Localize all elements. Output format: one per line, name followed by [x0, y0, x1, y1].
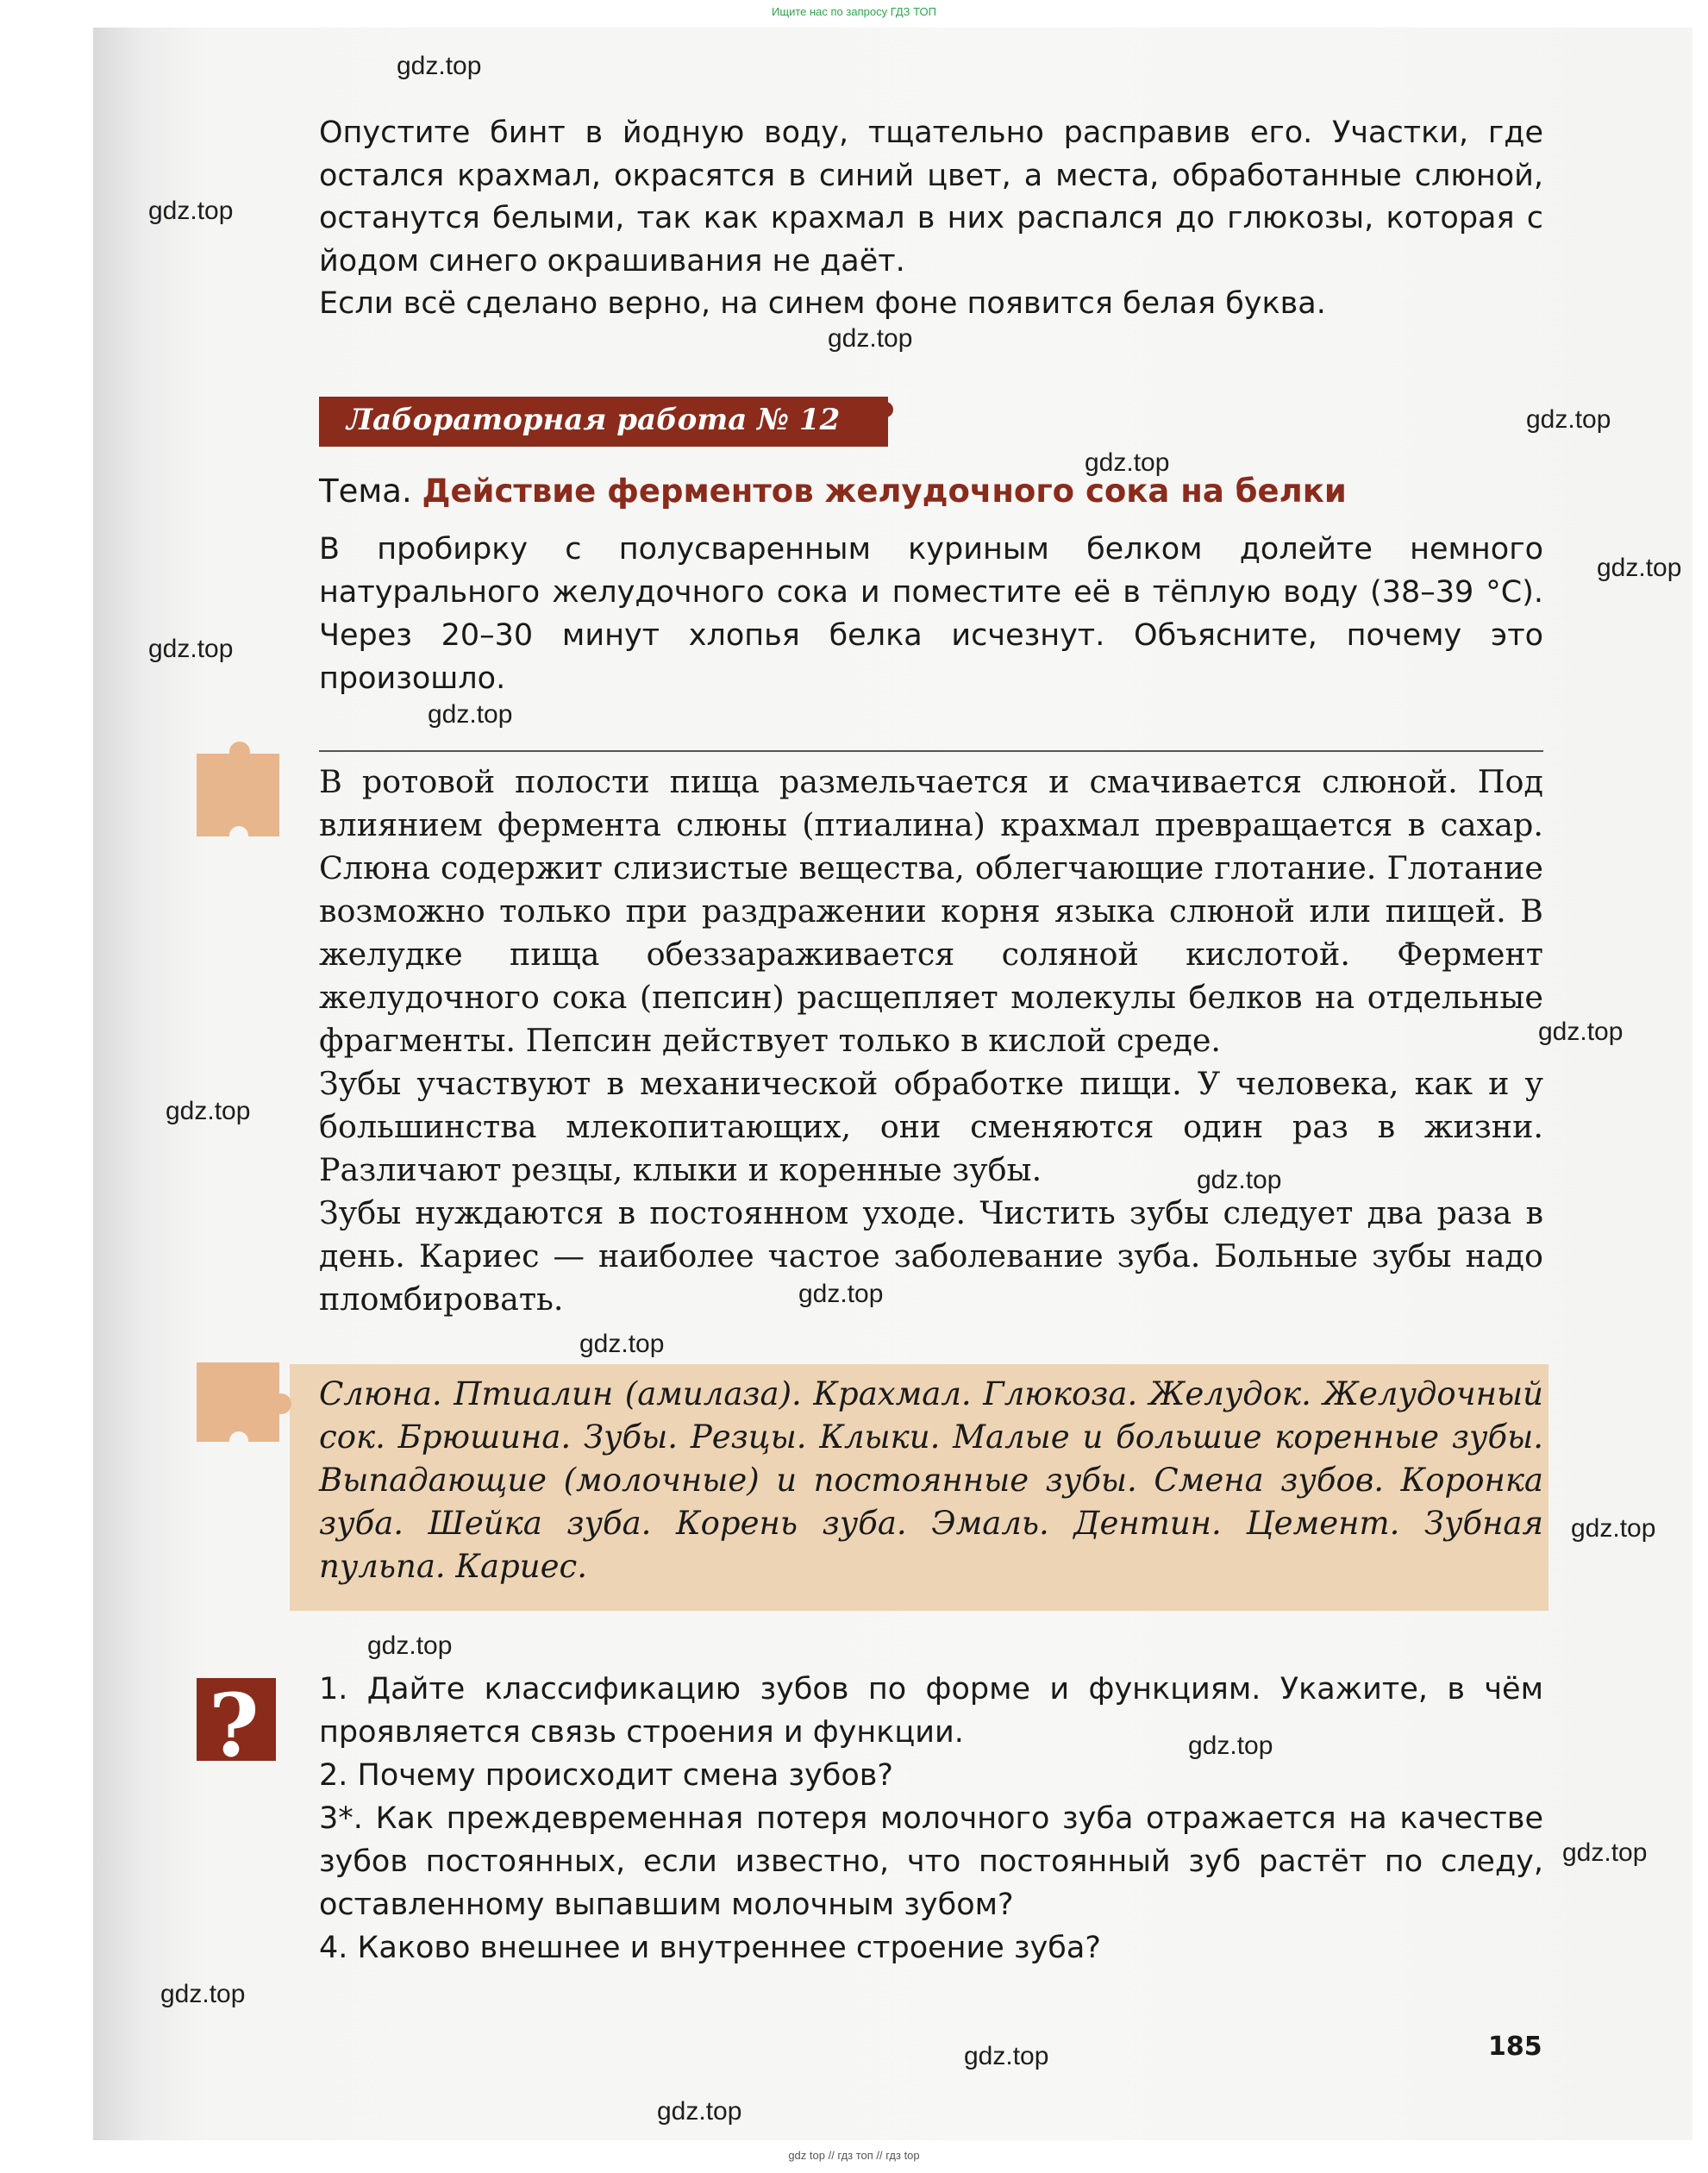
- lab-instructions: В пробирку с полусваренным куриным белком долейте немного натурального желудочного сока и поместите её в тёплую воду (38–39 °С). Через 20–30 минут хлопья белка исчезнут. Объясните, почему это произошло.: [319, 532, 1543, 696]
- watermark[interactable]: gdz.top: [148, 197, 234, 225]
- watermark[interactable]: gdz.top: [579, 1330, 665, 1358]
- question-item: 3*. Как преждевременная потеря молочного зуба отражается на качестве зубов постоянных, если известно, что постоянный зуб растёт по следу, оставленному выпавшим молочным зубом?: [319, 1801, 1543, 1922]
- watermark[interactable]: gdz.top: [1571, 1514, 1656, 1543]
- lab-banner: [319, 397, 888, 447]
- watermark[interactable]: gdz.top: [367, 1631, 453, 1660]
- summary-paragraph-3: Зубы нуждаются в постоянном уходе. Чистить зубы следует два раза в день. Кариес — наиболее частое заболевание зуба. Больные зубы надо пломбировать.: [319, 1194, 1543, 1318]
- intro-text-2: Если всё сделано верно, на синем фоне появится белая буква.: [319, 286, 1326, 321]
- watermark[interactable]: gdz.top: [798, 1280, 884, 1308]
- watermark[interactable]: gdz.top: [166, 1097, 251, 1125]
- watermark[interactable]: gdz.top: [428, 700, 513, 729]
- page-number: 185: [1488, 2032, 1542, 2062]
- theme-title: Действие ферментов желудочного сока на белки: [422, 473, 1347, 510]
- watermark[interactable]: gdz.top: [397, 52, 482, 80]
- question-icon: ?: [197, 1678, 276, 1761]
- watermark[interactable]: gdz.top: [1538, 1018, 1624, 1046]
- summary-paragraph-1: В ротовой полости пища размельчается и смачивается слюной. Под влиянием фермента слюны (птиалина) крахмал превращается в сахар. Слюна содержит слизистые вещества, облегчающие глотание. Глотание возможно только при раздражении корня языка слюной или пищей. В желудке пища обеззараживается соляной кислотой. Фермент желудочного сока (пепсин) расщепляет молекулы белков на отдельные фрагменты. Пепсин действует только в кислой среде.: [319, 763, 1543, 1059]
- watermark[interactable]: gdz.top: [964, 2042, 1049, 2070]
- intro-paragraph: [319, 112, 1543, 326]
- watermark[interactable]: gdz.top: [1597, 554, 1682, 582]
- lab-theme: [319, 473, 1347, 510]
- key-terms: Слюна. Птиалин (амилаза). Крахмал. Глюкоза. Желудок. Желудочный сок. Брюшина. Зубы. Резцы. Клыки. Малые и большие коренные зубы. Выпадающие (молочные) и постоянные зубы. Смена зубов. Коронка зуба. Шейка зуба. Корень зуба. Эмаль. Дентин. Цемент. Зубная пульпа. Кариес.: [319, 1375, 1543, 1585]
- summary-section: [319, 761, 1543, 1321]
- watermark[interactable]: gdz.top: [148, 635, 234, 663]
- watermark[interactable]: gdz.top: [1197, 1166, 1282, 1194]
- question-item: 4. Каково внешнее и внутреннее строение зуба?: [319, 1931, 1101, 1965]
- lab-banner-title: Лабораторная работа № 12: [347, 403, 841, 437]
- watermark[interactable]: gdz.top: [1085, 448, 1170, 477]
- watermark[interactable]: gdz.top: [1526, 405, 1611, 434]
- question-item: 1. Дайте классификацию зубов по форме и функциям. Укажите, в чём проявляется связь строения и функции.: [319, 1672, 1543, 1750]
- watermark[interactable]: gdz.top: [1188, 1732, 1273, 1760]
- questions-list: [319, 1668, 1543, 1969]
- watermark[interactable]: gdz.top: [1562, 1838, 1648, 1867]
- puzzle-icon: [197, 754, 279, 836]
- banner-tail-decoration: [878, 402, 893, 417]
- watermark[interactable]: gdz.top: [657, 2097, 742, 2126]
- summary-paragraph-2: Зубы участвуют в механической обработке пищи. У человека, как и у большинства млекопитающих, они сменяются один раз в жизни. Различают резцы, клыки и коренные зубы.: [319, 1065, 1543, 1188]
- theme-label: Тема.: [319, 473, 412, 510]
- watermark[interactable]: gdz.top: [160, 1980, 246, 2008]
- top-search-link[interactable]: Ищите нас по запросу ГДЗ ТОП: [772, 5, 936, 18]
- puzzle-icon: [197, 1362, 279, 1442]
- bottom-links[interactable]: gdz top // гдз топ // гдз top: [788, 2149, 920, 2162]
- intro-text: Опустите бинт в йодную воду, тщательно расправив его. Участки, где остался крахмал, окрасятся в синий цвет, а места, обработанные слюной, останутся белыми, так как крахмал в них распался до глюкозы, которая с йодом синего окрашивания не даёт.: [319, 116, 1543, 279]
- question-item: 2. Почему происходит смена зубов?: [319, 1758, 893, 1793]
- section-divider: [319, 750, 1543, 752]
- watermark[interactable]: gdz.top: [828, 324, 913, 353]
